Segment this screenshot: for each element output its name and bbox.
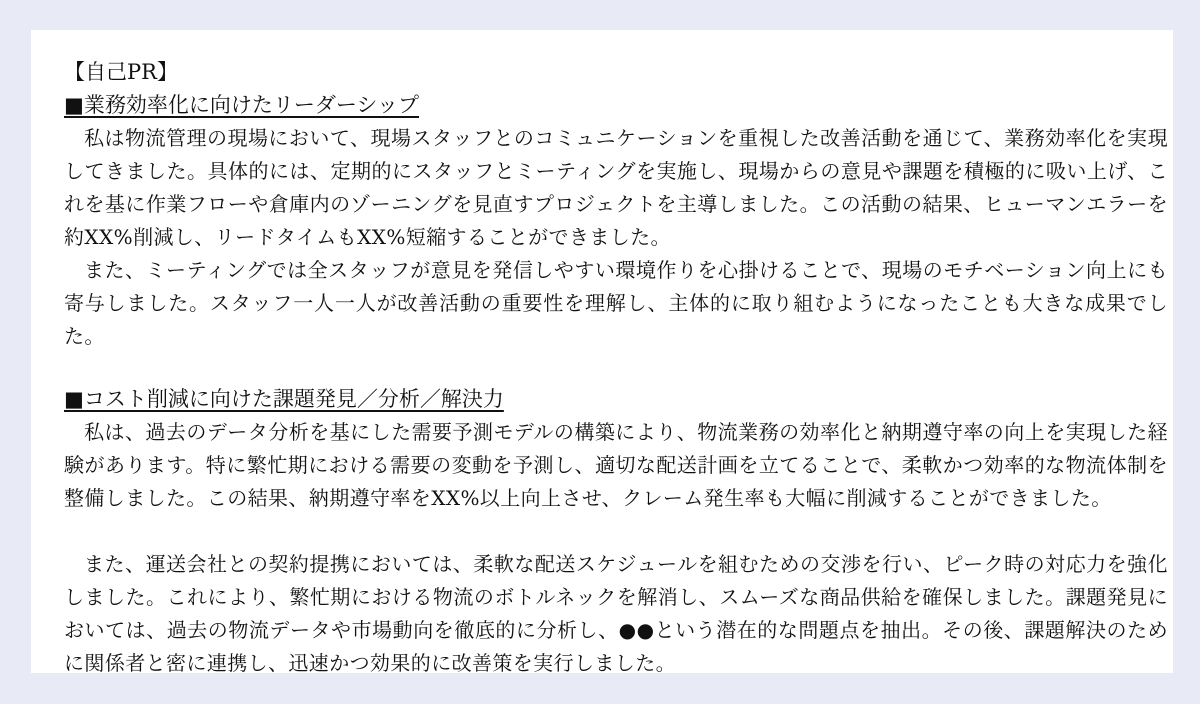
section-heading-leadership: ■業務効率化に向けたリーダーシップ (64, 93, 419, 117)
paragraph: 私は物流管理の現場において、現場スタッフとのコミュニケーションを重視した改善活動を通じて、業務効率化を実現してきました。具体的には、定期的にスタッフとミーティングを実施し、現場からの意見や課題を積極的に吸い上げ、これを基に作業フローや倉庫内のゾーニングを見直すプロジェクトを主導しました。この活動の結果、ヒューマンエラーを約XX%削減し、リードタイムもXX%短縮することができました。 (64, 126, 1168, 249)
paragraph: また、ミーティングでは全スタッフが意見を発信しやすい環境作りを心掛けることで、現場のモチベーション向上にも寄与しました。スタッフ一人一人が改善活動の重要性を理解し、主体的に取り組むようになったことも大きな成果でした。 (64, 258, 1168, 348)
document-card (31, 30, 1173, 673)
section-heading-problem-solving: ■コスト削減に向けた課題発見／分析／解決力 (64, 387, 504, 411)
section-leadership (64, 89, 1168, 353)
paragraph: 私は、過去のデータ分析を基にした需要予測モデルの構築により、物流業務の効率化と納期遵守率の向上を実現した経験があります。特に繁忙期における需要の変動を予測し、適切な配送計画を立てることで、柔軟かつ効率的な物流体制を整備しました。この結果、納期遵守率をXX%以上向上させ、クレーム発生率も大幅に削減することができました。 (64, 420, 1168, 510)
paragraph: また、運送会社との契約提携においては、柔軟な配送スケジュールを組むための交渉を行い、ピーク時の対応力を強化しました。これにより、繁忙期における物流のボトルネックを解消し、スムーズな商品供給を確保しました。課題発見においては、過去の物流データや市場動向を徹底的に分析し、●●という潜在的な問題点を抽出。その後、課題解決のために関係者と密に連携し、迅速かつ効果的に改善策を実行しました。 (64, 552, 1168, 673)
section-problem-solving (64, 383, 1168, 673)
document-title: 【自己PR】 (64, 60, 178, 84)
